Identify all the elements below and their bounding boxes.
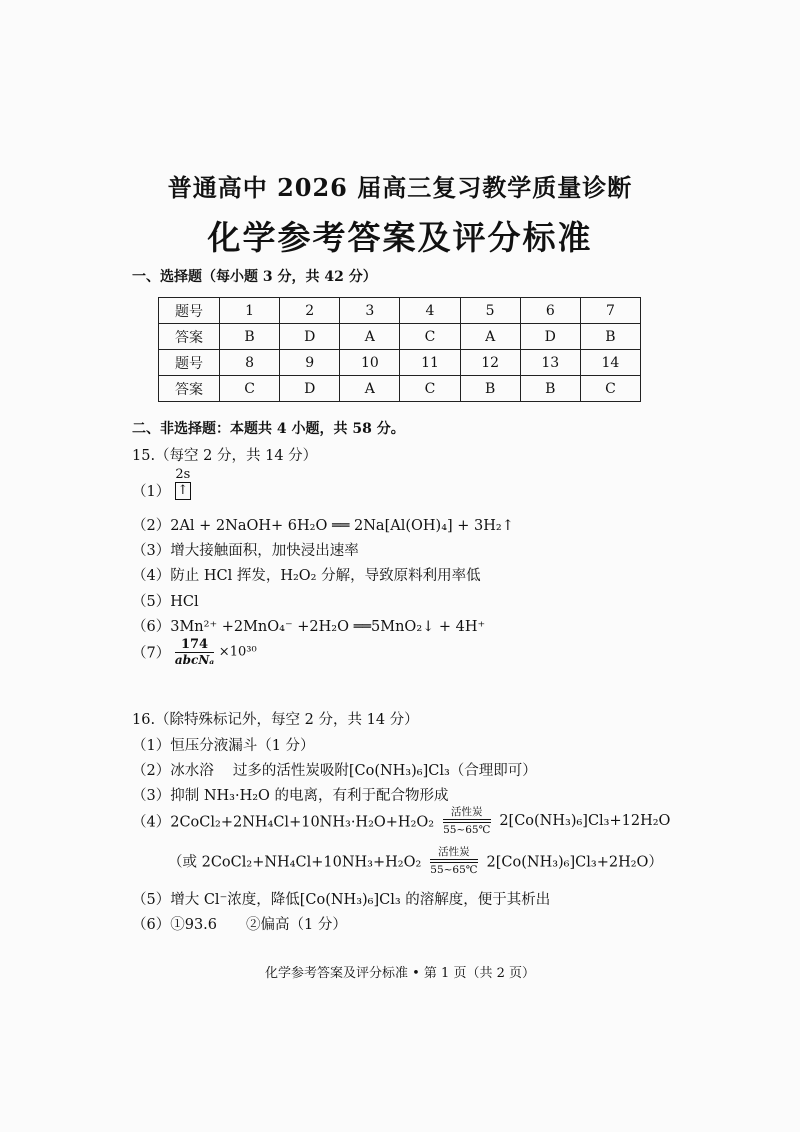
equals-sign xyxy=(443,819,491,823)
table-cell: 6 xyxy=(520,298,580,324)
fraction-multiplier: ×10³⁰ xyxy=(218,644,257,660)
up-arrow-icon: ↑ xyxy=(175,482,191,500)
equation-alt-left: （或 2CoCl₂+NH₄Cl+10NH₃+H₂O₂ xyxy=(168,854,422,871)
orbital-diagram xyxy=(175,468,191,500)
q16-answer-4 xyxy=(132,806,670,836)
equation-right: 2[Co(NH₃)₆]Cl₃+12H₂O xyxy=(499,813,671,829)
table-cell: 8 xyxy=(220,350,280,376)
table-cell: 2 xyxy=(280,298,340,324)
answer-table xyxy=(158,297,641,402)
table-row xyxy=(159,324,641,350)
q15-answer-4: （4）防止 HCl 挥发，H₂O₂ 分解，导致原料利用率低 xyxy=(132,568,481,584)
table-cell: 9 xyxy=(280,350,340,376)
q16-answer-6: （6）①93.6 ②偏高（1 分） xyxy=(132,917,347,933)
condition-catalyst: 活性炭 xyxy=(450,806,483,818)
q16-answer-4-alt xyxy=(168,846,663,876)
table-cell: 12 xyxy=(460,350,520,376)
table-cell: 1 xyxy=(220,298,280,324)
page-footer: 化学参考答案及评分标准 • 第 1 页（共 2 页） xyxy=(264,966,535,981)
table-row xyxy=(159,298,641,324)
condition-temperature: 55~65℃ xyxy=(443,824,491,836)
table-cell: 14 xyxy=(580,350,640,376)
table-cell: D xyxy=(520,324,580,350)
table-row xyxy=(159,376,641,402)
table-cell: 4 xyxy=(400,298,460,324)
table-cell: B xyxy=(460,376,520,402)
fraction-numerator: 174 xyxy=(175,637,214,653)
table-cell: A xyxy=(460,324,520,350)
reaction-condition xyxy=(443,806,491,836)
table-cell: 13 xyxy=(520,350,580,376)
equation-alt-right: 2[Co(NH₃)₆]Cl₃+2H₂O） xyxy=(486,854,663,871)
row-header-cell: 题号 xyxy=(159,298,220,324)
section2-heading: 二、非选择题：本题共 4 小题，共 58 分。 xyxy=(132,421,405,437)
document-subtitle: 普通高中 2026 届高三复习教学质量诊断 xyxy=(167,173,633,202)
q15-answer-1-label: （1） xyxy=(132,484,171,500)
table-cell: 3 xyxy=(340,298,400,324)
q15-answer-5: （5）HCl xyxy=(132,594,199,610)
table-cell: C xyxy=(580,376,640,402)
row-header-cell: 答案 xyxy=(159,376,220,402)
row-header-cell: 答案 xyxy=(159,324,220,350)
table-cell: C xyxy=(220,376,280,402)
table-cell: C xyxy=(400,324,460,350)
q16-answer-5: （5）增大 Cl⁻浓度，降低[Co(NH₃)₆]Cl₃ 的溶解度，便于其析出 xyxy=(132,892,551,908)
document-title: 化学参考答案及评分标准 xyxy=(207,218,593,257)
fraction xyxy=(175,637,214,667)
q16-answer-1: （1）恒压分液漏斗（1 分） xyxy=(132,738,315,754)
q15-answer-6: （6）3Mn²⁺ +2MnO₄⁻ +2H₂O ══5MnO₂↓ + 4H⁺ xyxy=(132,619,486,635)
q15-answer-3: （3）增大接触面积，加快浸出速率 xyxy=(132,543,359,559)
equals-sign-alt xyxy=(430,859,478,863)
table-cell: 10 xyxy=(340,350,400,376)
table-cell: A xyxy=(340,324,400,350)
table-cell: B xyxy=(520,376,580,402)
orbital-label: 2s xyxy=(175,467,191,482)
table-cell: B xyxy=(220,324,280,350)
row-header-cell: 题号 xyxy=(159,350,220,376)
table-cell: D xyxy=(280,376,340,402)
table-row xyxy=(159,350,641,376)
table-cell: 11 xyxy=(400,350,460,376)
equation-left: （4）2CoCl₂+2NH₄Cl+10NH₃·H₂O+H₂O₂ xyxy=(132,814,435,831)
reaction-condition-alt xyxy=(430,846,478,876)
q15-answer-1 xyxy=(132,467,191,508)
condition-temperature-alt: 55~65℃ xyxy=(430,864,478,876)
q15-heading: 15.（每空 2 分，共 14 分） xyxy=(132,448,318,464)
q16-heading: 16.（除特殊标记外，每空 2 分，共 14 分） xyxy=(132,712,419,728)
fraction-denominator: abcNₐ xyxy=(174,653,215,667)
q16-answer-3: （3）抑制 NH₃·H₂O 的电离，有利于配合物形成 xyxy=(132,788,449,804)
table-cell: 5 xyxy=(460,298,520,324)
condition-catalyst-alt: 活性炭 xyxy=(438,846,470,858)
table-cell: A xyxy=(340,376,400,402)
table-cell: 7 xyxy=(580,298,640,324)
table-cell: B xyxy=(580,324,640,350)
q15-answer-7 xyxy=(132,637,257,667)
q16-answer-2: （2）冰水浴 过多的活性炭吸附[Co(NH₃)₆]Cl₃（合理即可） xyxy=(132,763,537,779)
q15-answer-7-label: （7） xyxy=(132,645,171,662)
q15-answer-2: （2）2Al + 2NaOH+ 6H₂O ══ 2Na[Al(OH)₄] + 3H₂↑ xyxy=(132,518,514,534)
table-cell: D xyxy=(280,324,340,350)
table-cell: C xyxy=(400,376,460,402)
section1-heading: 一、选择题（每小题 3 分，共 42 分） xyxy=(132,269,377,285)
